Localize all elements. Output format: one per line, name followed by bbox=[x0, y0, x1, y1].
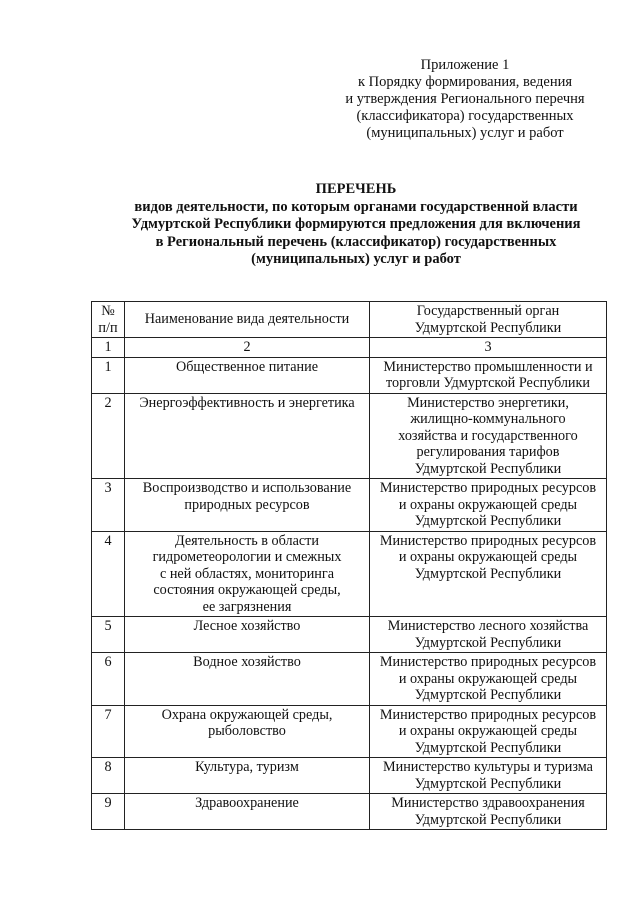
agency-name-line: и охраны окружающей среды bbox=[398, 723, 578, 739]
row-number: 4 bbox=[92, 531, 125, 617]
activity-name-line: Водное хозяйство bbox=[193, 654, 301, 670]
agency-name-line: Министерство культуры и туризма bbox=[383, 759, 593, 775]
agency-name bbox=[370, 531, 607, 617]
activity-name bbox=[125, 794, 370, 830]
header-activity-line: Наименование вида деятельности bbox=[144, 311, 350, 328]
activity-name bbox=[125, 653, 370, 706]
table-row bbox=[92, 531, 607, 617]
agency-name-line: Удмуртской Республики bbox=[414, 775, 562, 792]
agency-name-line: хозяйства и государственного bbox=[398, 427, 578, 444]
table-row bbox=[92, 479, 607, 532]
document-subtitle-line: (муниципальных) услуг и работ bbox=[251, 251, 461, 267]
activity-name-line: Энергоэффективность и энергетика bbox=[139, 394, 355, 411]
activity-name-line: Культура, туризм bbox=[195, 759, 299, 775]
header-num bbox=[92, 302, 125, 338]
agency-name-line: Министерство здравоохранения bbox=[391, 795, 585, 811]
header-num-line: № bbox=[101, 303, 115, 319]
row-number: 9 bbox=[92, 794, 125, 830]
activity-name bbox=[125, 357, 370, 393]
document-subtitle-line: в Региональный перечень (классификатор) государственных bbox=[155, 233, 557, 250]
agency-name-line: и охраны окружающей среды bbox=[398, 670, 578, 687]
agency-name-line: Министерство лесного хозяйства bbox=[387, 618, 589, 634]
table-row bbox=[92, 758, 607, 794]
table-row bbox=[92, 617, 607, 653]
agency-name-line: Министерство энергетики, bbox=[407, 394, 569, 411]
agency-name bbox=[370, 653, 607, 706]
table-row bbox=[92, 357, 607, 393]
activity-name bbox=[125, 705, 370, 758]
agency-name-line: регулирования тарифов bbox=[416, 444, 560, 460]
activity-name bbox=[125, 393, 370, 479]
appendix-line: (классификатора) государственных bbox=[356, 108, 574, 124]
appendix-line: к Порядку формирования, ведения bbox=[357, 74, 573, 90]
agency-name bbox=[370, 617, 607, 653]
appendix-line: и утверждения Регионального перечня bbox=[345, 91, 585, 107]
appendix-line: (муниципальных) услуг и работ bbox=[366, 125, 564, 141]
activities-table bbox=[91, 301, 607, 830]
agency-name-line: Министерство промышленности и bbox=[383, 358, 593, 375]
header-agency-line: Государственный орган bbox=[416, 303, 560, 319]
document-title: ПЕРЕЧЕНЬ bbox=[315, 181, 397, 197]
appendix-line: Приложение 1 bbox=[420, 57, 510, 73]
row-number: 6 bbox=[92, 653, 125, 706]
activity-name-line: Деятельность в области bbox=[175, 532, 319, 549]
agency-name bbox=[370, 705, 607, 758]
agency-name-line: Министерство природных ресурсов bbox=[379, 706, 597, 723]
header-agency-line: Удмуртской Республики bbox=[414, 319, 562, 336]
appendix-note bbox=[320, 57, 610, 142]
activity-name bbox=[125, 617, 370, 653]
row-number: 5 bbox=[92, 617, 125, 653]
agency-name-line: Удмуртской Республики bbox=[414, 513, 562, 529]
agency-name-line: Министерство природных ресурсов bbox=[379, 654, 597, 670]
document-heading bbox=[96, 181, 616, 269]
table-row bbox=[92, 393, 607, 479]
activity-name-line: природных ресурсов bbox=[184, 496, 310, 513]
row-number: 2 bbox=[92, 393, 125, 479]
activity-name-line: Лесное хозяйство bbox=[193, 618, 301, 634]
header-agency bbox=[370, 302, 607, 338]
table-body bbox=[92, 357, 607, 830]
row-number: 7 bbox=[92, 705, 125, 758]
activity-name-line: Воспроизводство и использование bbox=[142, 480, 352, 496]
document-subtitle-line: Удмуртской Республики формируются предложения для включения bbox=[131, 216, 581, 232]
table-row bbox=[92, 705, 607, 758]
agency-name bbox=[370, 794, 607, 830]
agency-name-line: Министерство природных ресурсов bbox=[379, 480, 597, 496]
column-number-row bbox=[92, 338, 607, 358]
agency-name bbox=[370, 357, 607, 393]
table-row bbox=[92, 794, 607, 830]
activity-name-line: с ней областях, мониторинга bbox=[160, 565, 334, 582]
column-number: 3 bbox=[370, 338, 607, 358]
row-number: 3 bbox=[92, 479, 125, 532]
row-number: 8 bbox=[92, 758, 125, 794]
column-number: 1 bbox=[92, 338, 125, 358]
activity-name-line: ее загрязнения bbox=[202, 598, 292, 615]
agency-name-line: Удмуртской Республики bbox=[414, 634, 562, 651]
agency-name-line: Министерство природных ресурсов bbox=[379, 532, 597, 549]
agency-name-line: и охраны окружающей среды bbox=[398, 549, 578, 565]
agency-name-line: жилищно-коммунального bbox=[410, 411, 566, 427]
table-header-row bbox=[92, 302, 607, 338]
activity-name-line: Общественное питание bbox=[175, 358, 319, 375]
document-subtitle-line: видов деятельности, по которым органами государственной власти bbox=[134, 198, 578, 215]
activity-name-line: Здравоохранение bbox=[195, 795, 299, 811]
activity-name bbox=[125, 531, 370, 617]
activity-name bbox=[125, 479, 370, 532]
agency-name bbox=[370, 479, 607, 532]
agency-name-line: Удмуртской Республики bbox=[414, 687, 562, 703]
activity-name-line: состояния окружающей среды, bbox=[153, 582, 341, 598]
header-activity bbox=[125, 302, 370, 338]
activity-name-line: рыболовство bbox=[208, 723, 286, 739]
agency-name-line: торговли Удмуртской Республики bbox=[386, 375, 590, 391]
agency-name-line: Удмуртской Республики bbox=[414, 565, 562, 582]
agency-name-line: и охраны окружающей среды bbox=[398, 496, 578, 513]
row-number: 1 bbox=[92, 357, 125, 393]
table-row bbox=[92, 653, 607, 706]
header-num-line: п/п bbox=[98, 319, 118, 336]
activity-name-line: Охрана окружающей среды, bbox=[161, 706, 333, 723]
activity-name bbox=[125, 758, 370, 794]
agency-name-line: Удмуртской Республики bbox=[414, 811, 562, 828]
agency-name-line: Удмуртской Республики bbox=[414, 460, 562, 477]
agency-name-line: Удмуртской Республики bbox=[414, 739, 562, 756]
agency-name bbox=[370, 758, 607, 794]
activity-name-line: гидрометеорологии и смежных bbox=[152, 549, 342, 565]
column-number: 2 bbox=[125, 338, 370, 358]
agency-name bbox=[370, 393, 607, 479]
